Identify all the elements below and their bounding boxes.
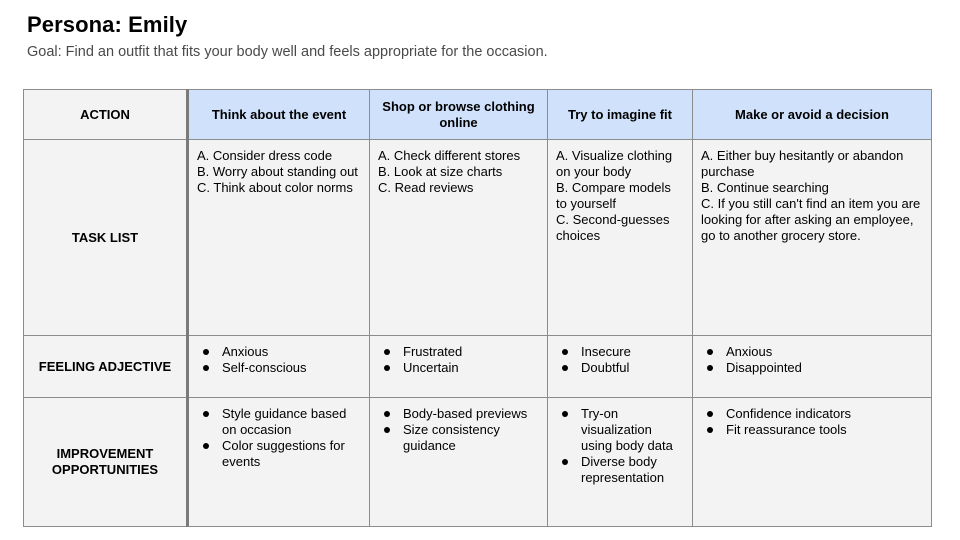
feeling-row — [24, 336, 932, 398]
task-item: C. If you still can't find an item you are looking for after asking an employee, go to another grocery store. — [701, 196, 921, 243]
row-label-feeling: FEELING ADJECTIVE — [24, 336, 188, 398]
improvement-item: Fit reassurance tools — [701, 422, 923, 438]
column-header-think-event: Think about the event — [188, 90, 370, 140]
feeling-item: Doubtful — [556, 360, 684, 376]
task-item: A. Visualize clothing on your body — [556, 148, 673, 179]
action-row — [24, 90, 932, 140]
improvement-item: Body-based previews — [378, 406, 539, 422]
feeling-item: Frustrated — [378, 344, 539, 360]
improvement-item: Confidence indicators — [701, 406, 923, 422]
improvement-item: Diverse body representation — [556, 454, 684, 486]
improvement-item: Size consistency guidance — [378, 422, 539, 454]
task-item: C. Second-guesses choices — [556, 212, 670, 243]
improvement-item: Color suggestions for events — [197, 438, 361, 470]
improvement-cell — [370, 398, 548, 527]
task-list-row — [24, 140, 932, 336]
task-cell — [693, 140, 932, 336]
task-item: C. Think about color norms — [197, 180, 353, 195]
task-item: A. Check different stores — [378, 148, 521, 163]
feeling-item: Disappointed — [701, 360, 923, 376]
column-header-decision: Make or avoid a decision — [693, 90, 932, 140]
task-item: C. Read reviews — [378, 180, 474, 195]
improvement-item: Style guidance based on occasion — [197, 406, 361, 438]
improvement-cell — [548, 398, 693, 527]
page-title: Persona: Emily — [27, 12, 188, 37]
improvement-cell — [188, 398, 370, 527]
feeling-item: Uncertain — [378, 360, 539, 376]
row-label-task-list: TASK LIST — [24, 140, 188, 336]
task-item: B. Compare models to yourself — [556, 180, 671, 211]
journey-map-table — [23, 89, 932, 527]
feeling-cell — [693, 336, 932, 398]
feeling-cell — [548, 336, 693, 398]
row-label-improvement: IMPROVEMENT OPPORTUNITIES — [24, 398, 188, 527]
column-header-shop-browse: Shop or browse clothing online — [370, 90, 548, 140]
column-header-imagine-fit: Try to imagine fit — [548, 90, 693, 140]
feeling-item: Anxious — [197, 344, 361, 360]
task-cell — [188, 140, 370, 336]
task-cell — [370, 140, 548, 336]
improvement-cell — [693, 398, 932, 527]
feeling-item: Anxious — [701, 344, 923, 360]
feeling-cell — [370, 336, 548, 398]
feeling-cell — [188, 336, 370, 398]
task-item: A. Consider dress code — [197, 148, 333, 163]
task-cell — [548, 140, 693, 336]
row-label-action: ACTION — [24, 90, 188, 140]
task-item: B. Worry about standing out — [197, 164, 358, 179]
feeling-item: Self-conscious — [197, 360, 361, 376]
improvement-item: Try-on visualization using body data — [556, 406, 684, 454]
improvement-row — [24, 398, 932, 527]
task-item: A. Either buy hesitantly or abandon purchase — [701, 148, 904, 179]
task-item: B. Continue searching — [701, 180, 829, 195]
feeling-item: Insecure — [556, 344, 684, 360]
persona-goal: Goal: Find an outfit that fits your body well and feels appropriate for the occasion. — [27, 44, 548, 60]
task-item: B. Look at size charts — [378, 164, 503, 179]
